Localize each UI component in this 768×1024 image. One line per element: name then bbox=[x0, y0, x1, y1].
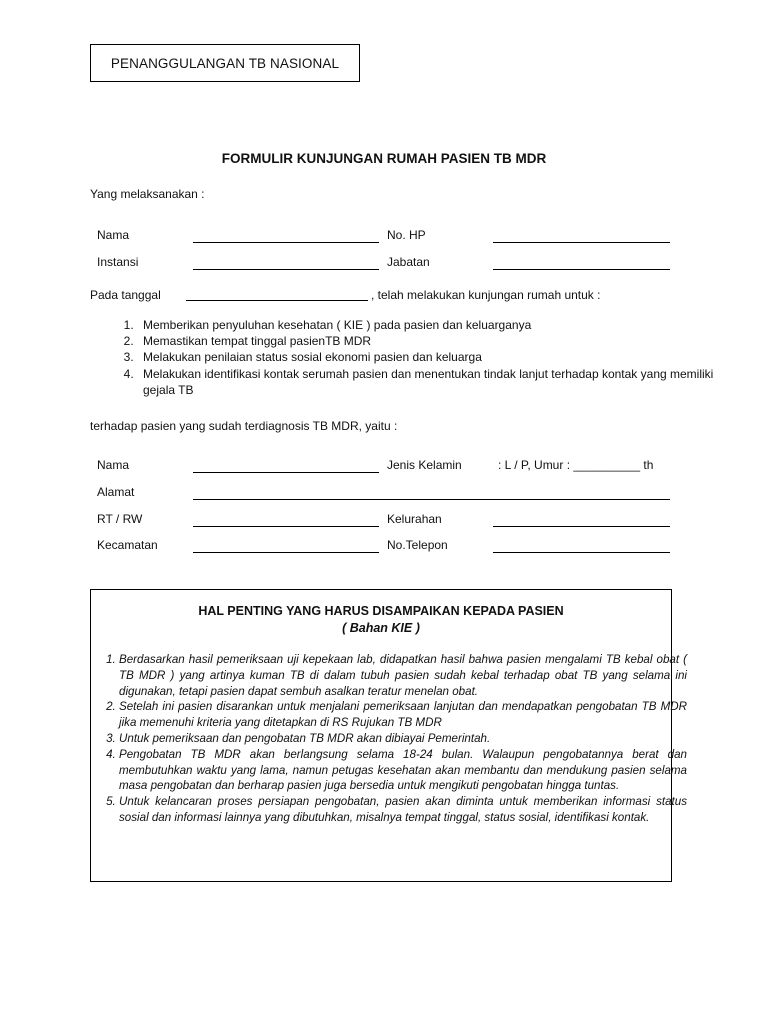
list-item: 1. Berdasarkan hasil pemeriksaan uji kepekaan lab, didapatkan hasil bahwa pasien mengalami TB kebal obat ( TB MDR ) yang artinya kuman TB di dalam tubuh pasien sudah kebal terhadap obat TB yang selama ini digunakan, tetapi pasien dapat sembuh asalkan teratur menelan obat. bbox=[119, 652, 687, 699]
patient-address-label: Alamat bbox=[97, 485, 135, 499]
list-item: 1. Memberikan penyuluhan kesehatan ( KIE ) pada pasien dan keluarganya bbox=[137, 317, 737, 333]
patient-rtrw-field[interactable] bbox=[193, 512, 379, 527]
list-item: 3. Melakukan penilaian status sosial ekonomi pasien dan keluarga bbox=[137, 349, 737, 365]
header-agency-box bbox=[90, 44, 360, 82]
patient-gender-label: Jenis Kelamin bbox=[387, 458, 462, 472]
kie-info-box bbox=[90, 589, 687, 882]
patient-address-field[interactable] bbox=[193, 485, 670, 500]
form-title: FORMULIR KUNJUNGAN RUMAH PASIEN TB MDR bbox=[221, 151, 547, 166]
patient-district-field[interactable] bbox=[193, 538, 379, 553]
patient-gender-age-value[interactable]: : L / P, Umur : __________ th bbox=[498, 458, 654, 472]
kie-title: HAL PENTING YANG HARUS DISAMPAIKAN KEPADA PASIEN bbox=[198, 604, 564, 618]
visit-date-suffix: , telah melakukan kunjungan rumah untuk : bbox=[371, 288, 601, 302]
kie-list bbox=[97, 652, 687, 826]
patient-name-field[interactable] bbox=[193, 458, 379, 473]
patient-village-field[interactable] bbox=[493, 512, 670, 527]
list-item: 2. Memastikan tempat tinggal pasienTB MDR bbox=[137, 333, 737, 349]
list-item: 4. Pengobatan TB MDR akan berlangsung selama 18-24 bulan. Walaupun pengobatannya berat dan membutuhkan waktu yang lama, namun petugas kesehatan akan membantu dan mendukung pasien selama masa pengobatan dan berharap pasien juga bersedia untuk mengikuti pengobatan hingga tuntas. bbox=[119, 747, 687, 794]
list-item: 3. Untuk pemeriksaan dan pengobatan TB MDR akan dibiayai Pemerintah. bbox=[119, 731, 687, 747]
kie-subtitle: ( Bahan KIE ) bbox=[342, 621, 420, 635]
executor-position-label: Jabatan bbox=[387, 255, 430, 269]
patient-village-label: Kelurahan bbox=[387, 512, 442, 526]
executor-institution-label: Instansi bbox=[97, 255, 139, 269]
patient-intro: terhadap pasien yang sudah terdiagnosis TB MDR, yaitu : bbox=[90, 419, 398, 433]
executor-phone-field[interactable] bbox=[493, 228, 670, 243]
executor-name-field[interactable] bbox=[193, 228, 379, 243]
visit-date-label: Pada tanggal bbox=[90, 288, 161, 302]
visit-date-field[interactable] bbox=[186, 286, 368, 301]
executor-intro: Yang melaksanakan : bbox=[90, 187, 205, 201]
patient-phone-label: No.Telepon bbox=[387, 538, 448, 552]
executor-position-field[interactable] bbox=[493, 255, 670, 270]
patient-phone-field[interactable] bbox=[493, 538, 670, 553]
executor-name-label: Nama bbox=[97, 228, 130, 242]
patient-district-label: Kecamatan bbox=[97, 538, 158, 552]
executor-phone-label: No. HP bbox=[387, 228, 426, 242]
visit-task-list bbox=[92, 317, 737, 398]
agency-name: PENANGGULANGAN TB NASIONAL bbox=[110, 55, 340, 71]
patient-rtrw-label: RT / RW bbox=[97, 512, 143, 526]
list-item: 5. Untuk kelancaran proses persiapan pengobatan, pasien akan diminta untuk memberikan informasi status sosial dan informasi lainnya yang dibutuhkan, misalnya tempat tinggal, status sosial, identifikasi kontak. bbox=[119, 794, 687, 826]
patient-name-label: Nama bbox=[97, 458, 130, 472]
list-item: 2. Setelah ini pasien disarankan untuk menjalani pemeriksaan lanjutan dan mendapatkan pengobatan TB MDR jika memenuhi kriteria yang ditetapkan di RS Rujukan TB MDR bbox=[119, 699, 687, 731]
list-item: 4. Melakukan identifikasi kontak serumah pasien dan menentukan tindak lanjut terhadap kontak yang memiliki gejala TB bbox=[137, 366, 737, 398]
executor-institution-field[interactable] bbox=[193, 255, 379, 270]
